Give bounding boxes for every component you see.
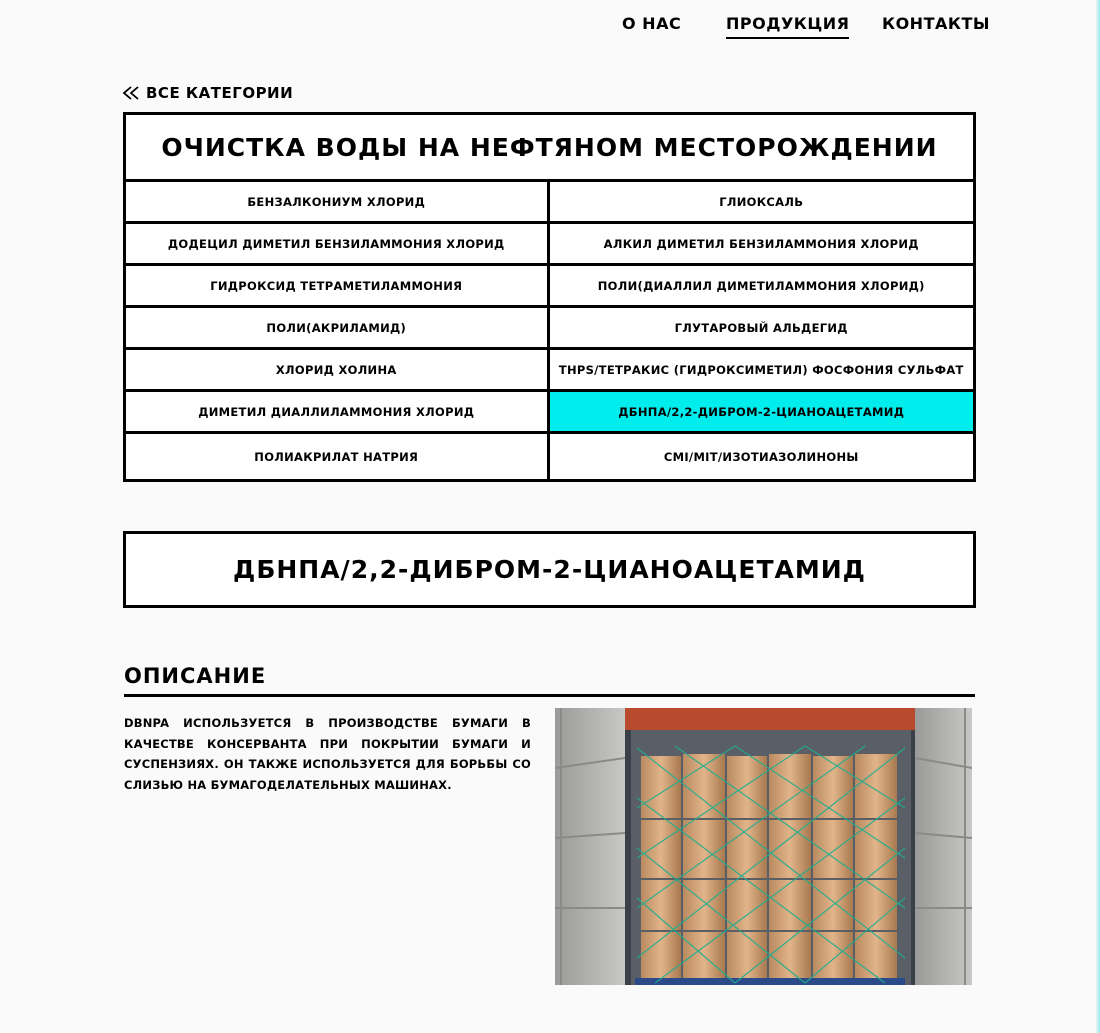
back-link-label: ВСЕ КАТЕГОРИИ [146,84,294,102]
product-link[interactable]: ГИДРОКСИД ТЕТРАМЕТИЛАММОНИЯ [126,266,550,308]
product-photo [555,708,972,985]
double-chevron-left-icon [122,85,140,101]
nav-item-products[interactable]: ПРОДУКЦИЯ [726,14,849,39]
container-with-drums-image [555,708,972,985]
nav-item-about[interactable]: О НАС [622,14,682,33]
product-link[interactable]: ХЛОРИД ХОЛИНА [126,350,550,392]
product-link[interactable]: АЛКИЛ ДИМЕТИЛ БЕНЗИЛАММОНИЯ ХЛОРИД [550,224,974,266]
product-link[interactable]: ДОДЕЦИЛ ДИМЕТИЛ БЕНЗИЛАММОНИЯ ХЛОРИД [126,224,550,266]
top-navigation [0,14,1100,44]
product-link[interactable]: БЕНЗАЛКОНИУМ ХЛОРИД [126,182,550,224]
product-link-selected[interactable]: ДБНПА/2,2-ДИБРОМ-2-ЦИАНОАЦЕТАМИД [550,392,974,434]
nav-item-contacts[interactable]: КОНТАКТЫ [882,14,990,33]
page-edge-accent [1096,0,1100,1033]
product-link[interactable]: ПОЛИ(ДИАЛЛИЛ ДИМЕТИЛАММОНИЯ ХЛОРИД) [550,266,974,308]
product-title: ДБНПА/2,2-ДИБРОМ-2-ЦИАНОАЦЕТАМИД [123,531,976,608]
category-products-table [123,112,976,482]
product-grid [126,182,973,479]
category-title: ОЧИСТКА ВОДЫ НА НЕФТЯНОМ МЕСТОРОЖДЕНИИ [126,115,973,182]
description-heading: ОПИСАНИЕ [124,662,975,697]
product-link[interactable]: ГЛУТАРОВЫЙ АЛЬДЕГИД [550,308,974,350]
product-link[interactable]: ПОЛИАКРИЛАТ НАТРИЯ [126,434,550,479]
product-link[interactable]: ДИМЕТИЛ ДИАЛЛИЛАММОНИЯ ХЛОРИД [126,392,550,434]
product-link[interactable]: ГЛИОКСАЛЬ [550,182,974,224]
product-link[interactable]: CMI/MIT/ИЗОТИАЗОЛИНОНЫ [663,449,859,464]
back-to-categories-link[interactable] [122,83,293,103]
product-description: DBNPA ИСПОЛЬЗУЕТСЯ В ПРОИЗВОДСТВЕ БУМАГИ В КАЧЕСТВЕ КОНСЕРВАНТА ПРИ ПОКРЫТИИ БУМАГИ И СУСПЕНЗИЯХ. ОН ТАКЖЕ ИСПОЛЬЗУЕТСЯ ДЛЯ БОРЬБЫ СО СЛИЗЬЮ НА БУМАГОДЕЛАТЕЛЬНЫХ МАШИНАХ. [124,716,531,792]
product-link[interactable]: THPS/ТЕТРАКИС (ГИДРОКСИМЕТИЛ) ФОСФОНИЯ СУЛЬФАТ [550,350,974,392]
product-link[interactable]: ПОЛИ(АКРИЛАМИД) [126,308,550,350]
